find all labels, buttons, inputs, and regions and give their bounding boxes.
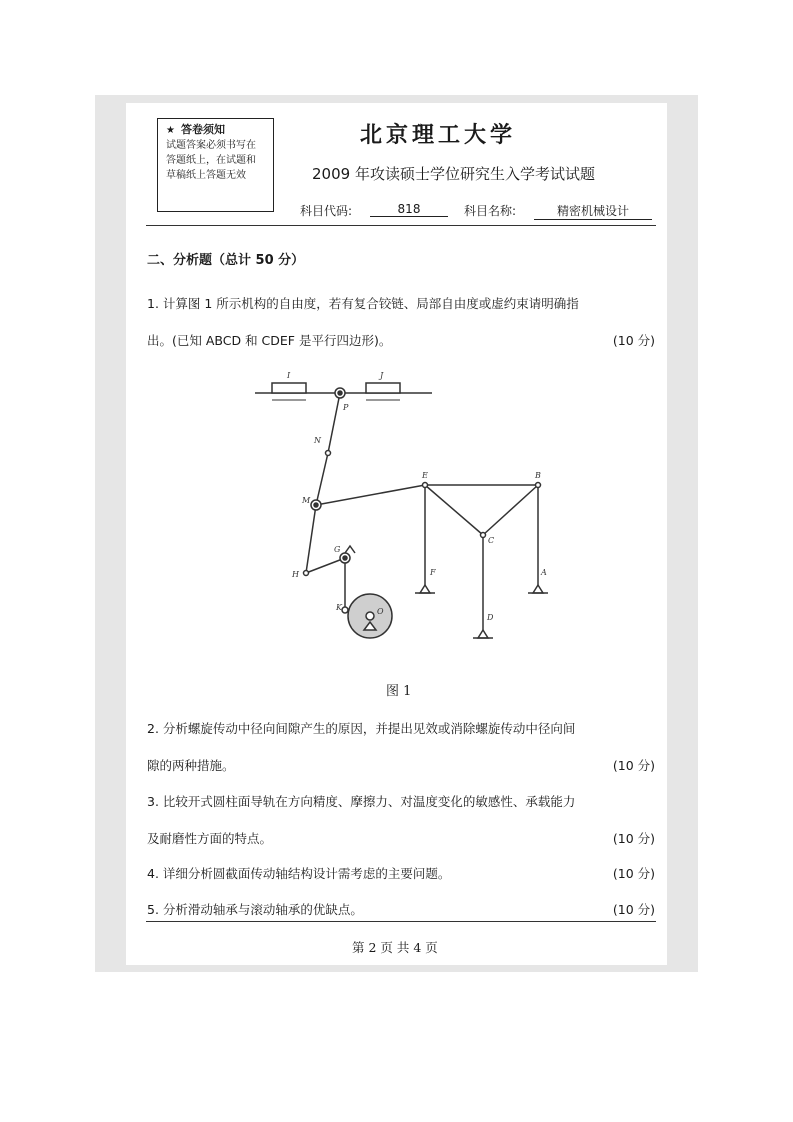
q3-line-2: 及耐磨性方面的特点。 [147, 831, 273, 846]
notice-line-2: 答题纸上，在试题和 [166, 155, 256, 166]
q3-line-1: 3. 比较开式圆柱面导轨在方向精度、摩擦力、对温度变化的敏感性、承载能力 [147, 794, 576, 809]
label-J: J [380, 371, 384, 380]
q5-line-1: 5. 分析滑动轴承与滚动轴承的优缺点。 [147, 902, 363, 917]
q3-points: (10 分) [612, 831, 655, 846]
q2-line-1: 2. 分析螺旋传动中径向间隙产生的原因，并提出见效或消除螺旋传动中径向间 [147, 721, 576, 736]
notice-title: 答卷须知 [180, 123, 225, 136]
q2-points: (10 分) [612, 758, 655, 773]
label-H: H [292, 570, 299, 579]
figure-caption: 图 1 [386, 684, 412, 699]
star-icon: ★ [166, 125, 175, 136]
header-divider [146, 225, 656, 226]
subject-code-label: 科目代码: [300, 204, 353, 218]
q1-line-2: 出。(已知 ABCD 和 CDEF 是平行四边形)。 [147, 333, 392, 348]
label-O: O [377, 607, 384, 616]
q4-line-1: 4. 详细分析圆截面传动轴结构设计需考虑的主要问题。 [147, 866, 451, 881]
subject-code-value: 818 [370, 202, 448, 217]
label-A: A [541, 568, 547, 577]
section-title: 二、分析题（总计 50 分） [147, 253, 305, 268]
exam-title: 2009 年攻读硕士学位研究生入学考试试题 [312, 165, 595, 183]
q2-line-2: 隙的两种措施。 [147, 758, 235, 773]
notice-line-3: 草稿纸上答题无效 [166, 170, 246, 181]
label-M: M [302, 496, 311, 505]
answer-notice-box [157, 118, 274, 212]
school-name: 北京理工大学 [360, 123, 517, 148]
page-number: 第 2 页 共 4 页 [352, 940, 438, 955]
mechanism-figure [250, 360, 550, 660]
label-B: B [535, 471, 541, 480]
subject-name-value: 精密机械设计 [534, 202, 652, 220]
label-I: I [287, 371, 291, 380]
q5-points: (10 分) [612, 902, 655, 917]
label-C: C [488, 536, 495, 545]
label-N: N [314, 436, 321, 445]
q4-points: (10 分) [612, 866, 655, 881]
q1-points: (10 分) [612, 333, 655, 348]
label-F: F [430, 568, 436, 577]
q1-line-1: 1. 计算图 1 所示机构的自由度，若有复合铰链、局部自由度或虚约束请明确指 [147, 296, 579, 311]
label-K: K [336, 603, 342, 612]
label-G: G [334, 545, 341, 554]
label-D: D [487, 613, 494, 622]
label-E: E [422, 471, 428, 480]
label-P: P [343, 403, 349, 412]
subject-name-label: 科目名称: [464, 204, 517, 218]
footer-divider [146, 921, 656, 922]
notice-line-1: 试题答案必须书写在 [166, 140, 256, 151]
